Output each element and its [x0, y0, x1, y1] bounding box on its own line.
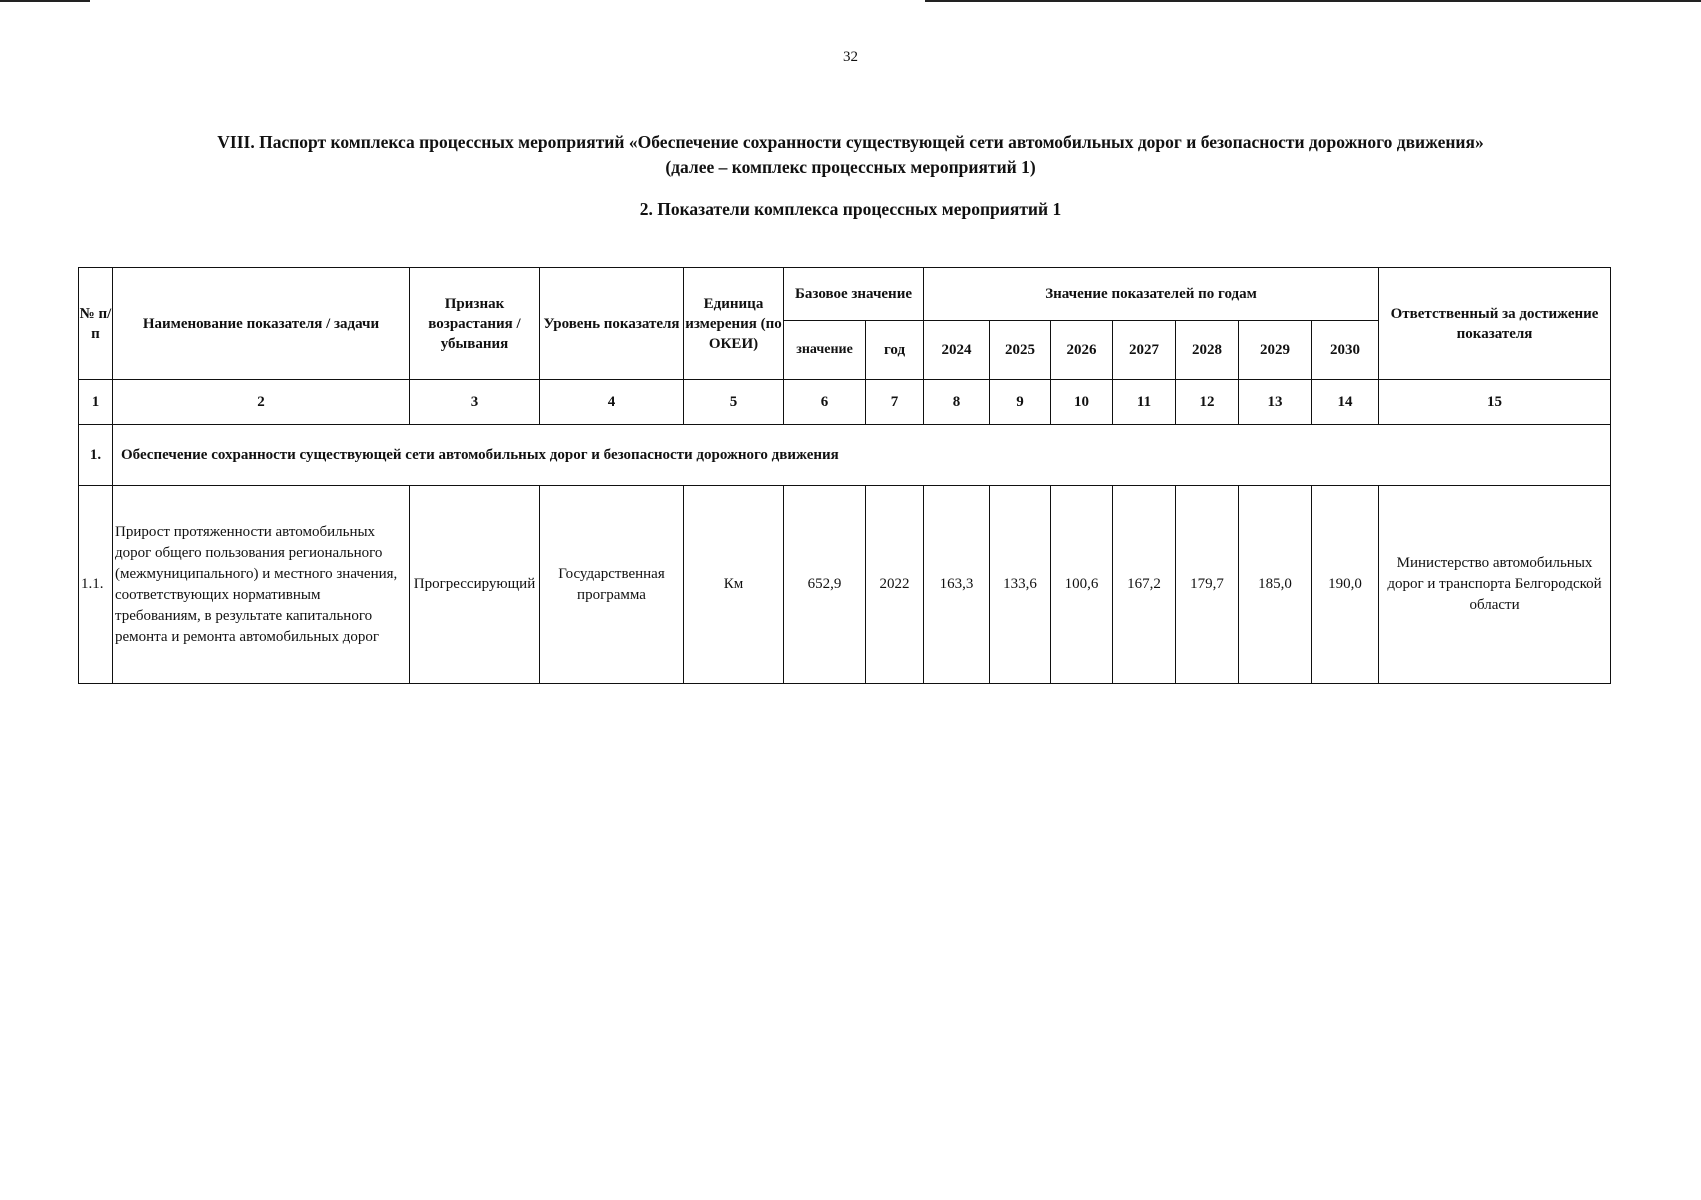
header-responsible: Ответственный за достижение показателя: [1379, 268, 1611, 380]
title-line-1: VIII. Паспорт комплекса процессных мероприятий «Обеспечение сохранности существующей сети автомобильных дорог и безопасности дорожного движения»: [217, 132, 1484, 152]
section-subtitle: 2. Показатели комплекса процессных мероприятий 1: [639, 199, 1062, 219]
column-number: 5: [684, 380, 784, 425]
header-base-year: год: [866, 321, 924, 380]
column-number: 9: [990, 380, 1051, 425]
header-year: 2030: [1312, 321, 1379, 380]
section-title: Обеспечение сохранности существующей сети автомобильных дорог и безопасности дорожного движения: [113, 425, 1611, 486]
indicator-level: Государственная программа: [540, 486, 684, 684]
document-title: [0, 130, 1701, 180]
header-base: Базовое значение: [784, 268, 924, 321]
year-value: 185,0: [1239, 486, 1312, 684]
header-num: № п/п: [79, 268, 113, 380]
title-line-2: (далее – комплекс процессных мероприятий 1): [665, 157, 1036, 177]
indicator-name: Прирост протяженности автомобильных дорог общего пользования регионального (межмуниципального) и местного значения, соответствующих нормативным требованиям, в результате капитального ремонта и ремонта автомобильных дорог: [113, 486, 410, 684]
section-number: 1.: [79, 425, 113, 486]
column-number: 3: [410, 380, 540, 425]
responsible-party: Министерство автомобильных дорог и транспорта Белгородской области: [1379, 486, 1611, 684]
header-unit: Единица измерения (по ОКЕИ): [684, 268, 784, 380]
indicator-sign: Прогрессирующий: [410, 486, 540, 684]
column-number: 8: [924, 380, 990, 425]
column-number: 10: [1051, 380, 1113, 425]
year-value: 163,3: [924, 486, 990, 684]
year-value: 190,0: [1312, 486, 1379, 684]
base-value: 652,9: [784, 486, 866, 684]
header-year: 2029: [1239, 321, 1312, 380]
indicators-table: [78, 267, 1611, 684]
header-years-group: Значение показателей по годам: [924, 268, 1379, 321]
header-level: Уровень показателя: [540, 268, 684, 380]
header-name: Наименование показателя / задачи: [113, 268, 410, 380]
scan-edge-line: [0, 0, 90, 2]
column-number: 14: [1312, 380, 1379, 425]
column-number: 4: [540, 380, 684, 425]
year-value: 179,7: [1176, 486, 1239, 684]
header-year: 2025: [990, 321, 1051, 380]
column-number: 13: [1239, 380, 1312, 425]
year-value: 133,6: [990, 486, 1051, 684]
year-value: 100,6: [1051, 486, 1113, 684]
row-number: 1.1.: [79, 486, 113, 684]
header-base-value: значение: [784, 321, 866, 380]
column-number: 1: [79, 380, 113, 425]
header-year: 2026: [1051, 321, 1113, 380]
header-year: 2028: [1176, 321, 1239, 380]
column-number: 6: [784, 380, 866, 425]
year-value: 167,2: [1113, 486, 1176, 684]
column-number: 11: [1113, 380, 1176, 425]
table-row: [79, 486, 1611, 684]
header-year: 2024: [924, 321, 990, 380]
indicator-unit: Км: [684, 486, 784, 684]
column-number: 15: [1379, 380, 1611, 425]
header-year: 2027: [1113, 321, 1176, 380]
column-number: 12: [1176, 380, 1239, 425]
column-number: 2: [113, 380, 410, 425]
header-sign: Признак возрастания / убывания: [410, 268, 540, 380]
column-number: 7: [866, 380, 924, 425]
page-number: 32: [843, 49, 858, 65]
scan-edge-line: [925, 0, 1701, 2]
base-year: 2022: [866, 486, 924, 684]
